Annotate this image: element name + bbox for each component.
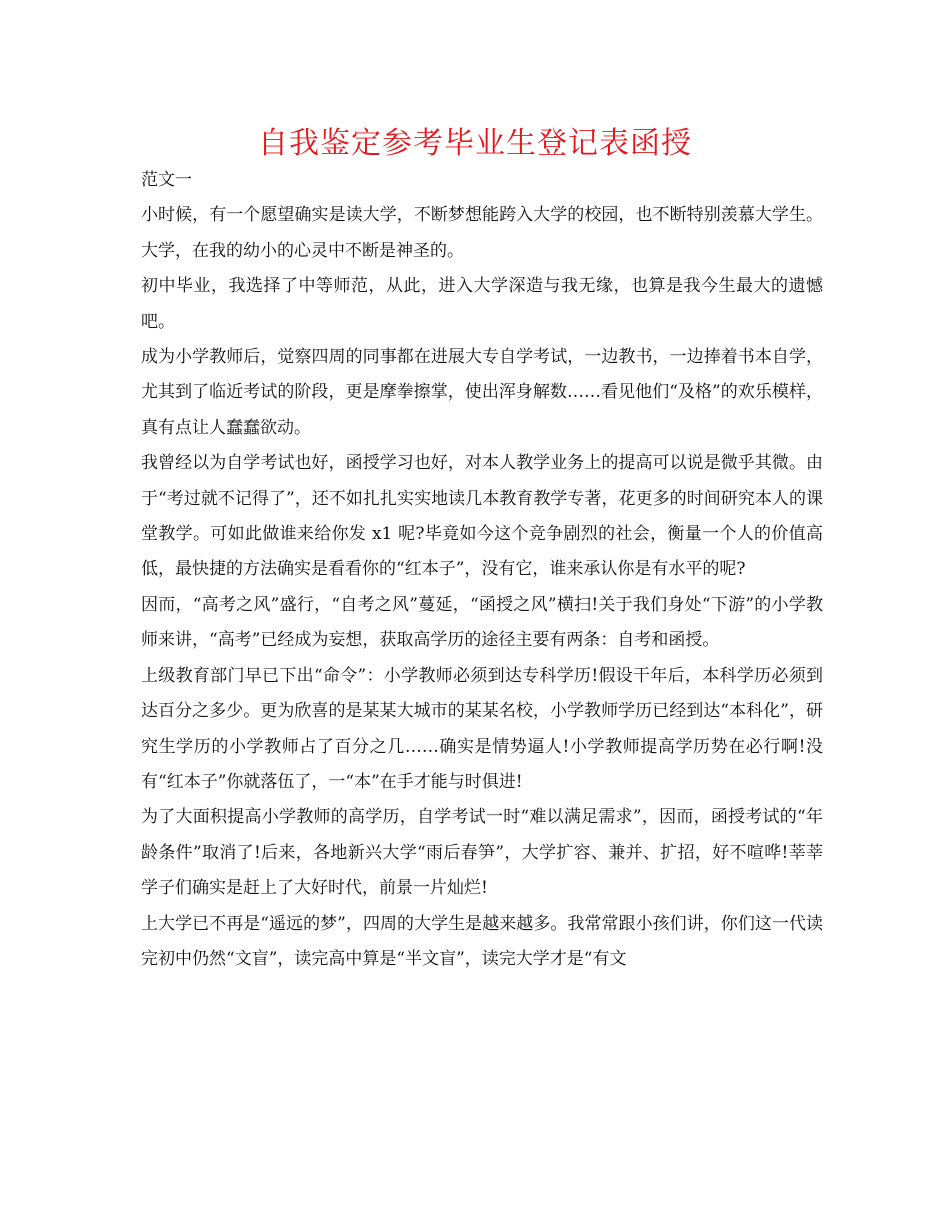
paragraph: 成为小学教师后，觉察四周的同事都在进展大专自学考试，一边教书，一边捧着书本自学，尤其到了临近考试的阶段，更是摩拳擦掌，使出浑身解数……看见他们“及格”的欢乐模样，真有点让人蠢蠢欲动。 [141, 347, 823, 438]
paragraph-heading: 范文一 [141, 170, 192, 190]
document-title: 自我鉴定参考毕业生登记表函授 [258, 126, 692, 161]
paragraph: 上级教育部门早已下出“命令”：小学教师必须到达专科学历!假设干年后，本科学历必须到达百分之多少。更为欣喜的是某某大城市的某某名校，小学教师学历已经到达“本科化”，研究生学历的小学教师占了百分之几……确实是情势逼人!小学教师提高学历势在必行啊!没有“红本子”你就落伍了，一“本”在手才能与时俱进! [141, 665, 823, 792]
paragraph: 初中毕业，我选择了中等师范，从此，进入大学深造与我无缘，也算是我今生最大的遗憾吧。 [141, 276, 823, 332]
document-body [141, 163, 823, 977]
paragraph: 小时候，有一个愿望确实是读大学，不断梦想能跨入大学的校园，也不断特别羡慕大学生。大学，在我的幼小的心灵中不断是神圣的。 [141, 205, 823, 261]
paragraph: 因而，“高考之风”盛行，“自考之风”蔓延，“函授之风”横扫!关于我们身处“下游”的小学教师来讲，“高考”已经成为妄想，获取高学历的途径主要有两条：自考和函授。 [141, 594, 823, 651]
paragraph: 我曾经以为自学考试也好，函授学习也好，对本人教学业务上的提高可以说是微乎其微。由于“考过就不记得了”，还不如扎扎实实地读几本教育教学专著，花更多的时间研究本人的课堂教学。可如此做谁来给你发 x1 呢?毕竟如今这个竞争剧烈的社会，衡量一个人的价值高低，最快捷的方法确实是看看你的“红本子”，没有它，谁来承认你是有水平的呢? [141, 453, 823, 580]
paragraph: 上大学已不再是“遥远的梦”，四周的大学生是越来越多。我常常跟小孩们讲，你们这一代读完初中仍然“文盲”，读完高中算是“半文盲”，读完大学才是“有文 [141, 913, 823, 969]
paragraph: 为了大面积提高小学教师的高学历，自学考试一时“难以满足需求”，因而，函授考试的“年龄条件”取消了!后来，各地新兴大学“雨后春笋”，大学扩容、兼并、扩招，好不喧哗!莘莘学子们确实是赶上了大好时代，前景一片灿烂! [141, 807, 823, 899]
